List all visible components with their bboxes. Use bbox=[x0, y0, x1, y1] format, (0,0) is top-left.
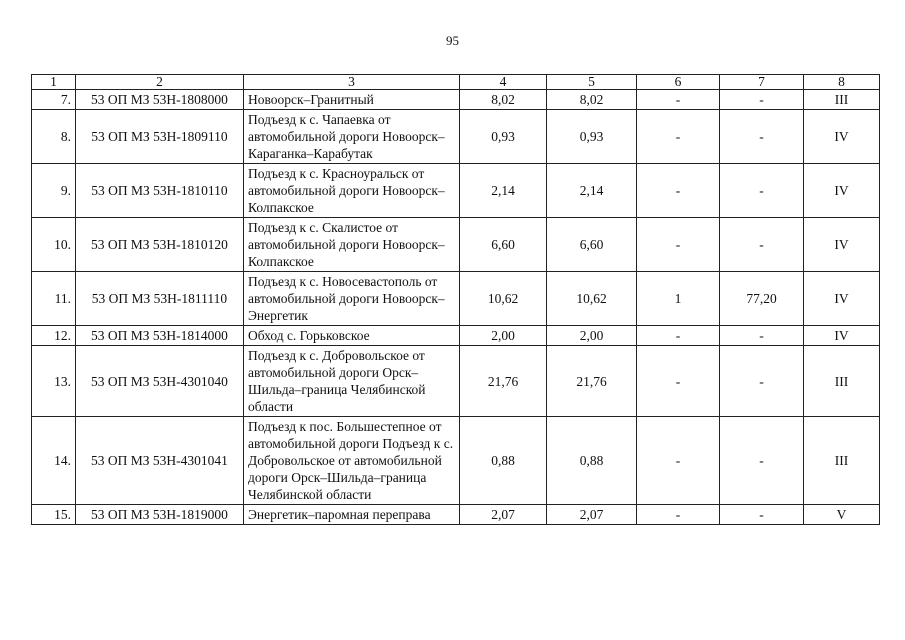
column-header: 1 bbox=[32, 75, 76, 90]
column-header: 3 bbox=[244, 75, 460, 90]
cell-col8: IV bbox=[804, 272, 880, 326]
cell-col6: 1 bbox=[637, 272, 720, 326]
cell-col7: - bbox=[720, 346, 804, 417]
row-number: 14. bbox=[32, 417, 76, 505]
cell-col8: V bbox=[804, 505, 880, 525]
cell-col4: 0,88 bbox=[460, 417, 547, 505]
cell-col7: - bbox=[720, 164, 804, 218]
cell-col5: 2,07 bbox=[547, 505, 637, 525]
cell-col7: - bbox=[720, 326, 804, 346]
road-name: Подъезд к с. Чапаевка от автомобильной дороги Новоорск–Караганка–Карабутак bbox=[244, 110, 460, 164]
row-number: 13. bbox=[32, 346, 76, 417]
cell-col4: 2,07 bbox=[460, 505, 547, 525]
row-number: 15. bbox=[32, 505, 76, 525]
road-name: Подъезд к с. Красноуральск от автомобильной дороги Новоорск–Колпакское bbox=[244, 164, 460, 218]
road-name: Новоорск–Гранитный bbox=[244, 90, 460, 110]
cell-col6: - bbox=[637, 90, 720, 110]
column-header: 7 bbox=[720, 75, 804, 90]
cell-col4: 0,93 bbox=[460, 110, 547, 164]
road-code: 53 ОП МЗ 53Н-1811110 bbox=[76, 272, 244, 326]
table-header-row bbox=[32, 75, 880, 90]
column-header: 2 bbox=[76, 75, 244, 90]
cell-col6: - bbox=[637, 346, 720, 417]
roads-table bbox=[31, 74, 880, 525]
cell-col6: - bbox=[637, 326, 720, 346]
cell-col7: - bbox=[720, 218, 804, 272]
cell-col6: - bbox=[637, 505, 720, 525]
table-row bbox=[32, 164, 880, 218]
cell-col6: - bbox=[637, 417, 720, 505]
table-row bbox=[32, 417, 880, 505]
table-row bbox=[32, 272, 880, 326]
cell-col7: - bbox=[720, 505, 804, 525]
cell-col6: - bbox=[637, 110, 720, 164]
cell-col4: 6,60 bbox=[460, 218, 547, 272]
row-number: 8. bbox=[32, 110, 76, 164]
cell-col4: 8,02 bbox=[460, 90, 547, 110]
cell-col8: IV bbox=[804, 164, 880, 218]
road-code: 53 ОП МЗ 53Н-1810110 bbox=[76, 164, 244, 218]
row-number: 12. bbox=[32, 326, 76, 346]
road-code: 53 ОП МЗ 53Н-4301041 bbox=[76, 417, 244, 505]
table-row bbox=[32, 505, 880, 525]
column-header: 4 bbox=[460, 75, 547, 90]
table-row bbox=[32, 326, 880, 346]
cell-col7: 77,20 bbox=[720, 272, 804, 326]
cell-col8: IV bbox=[804, 110, 880, 164]
road-name: Подъезд к с. Скалистое от автомобильной дороги Новоорск–Колпакское bbox=[244, 218, 460, 272]
road-name: Подъезд к с. Новосевастополь от автомобильной дороги Новоорск–Энергетик bbox=[244, 272, 460, 326]
column-header: 6 bbox=[637, 75, 720, 90]
column-header: 5 bbox=[547, 75, 637, 90]
cell-col5: 2,00 bbox=[547, 326, 637, 346]
cell-col6: - bbox=[637, 218, 720, 272]
road-name: Подъезд к с. Добровольское от автомобильной дороги Орск–Шильда–граница Челябинской области bbox=[244, 346, 460, 417]
road-code: 53 ОП МЗ 53Н-1810120 bbox=[76, 218, 244, 272]
cell-col5: 10,62 bbox=[547, 272, 637, 326]
table-row bbox=[32, 346, 880, 417]
page-number: 95 bbox=[446, 33, 459, 48]
cell-col5: 2,14 bbox=[547, 164, 637, 218]
cell-col8: IV bbox=[804, 218, 880, 272]
road-code: 53 ОП МЗ 53Н-4301040 bbox=[76, 346, 244, 417]
row-number: 10. bbox=[32, 218, 76, 272]
row-number: 7. bbox=[32, 90, 76, 110]
row-number: 11. bbox=[32, 272, 76, 326]
road-name: Подъезд к пос. Большестепное от автомобильной дороги Подъезд к с. Добровольское от автомобильной дороги Орск–Шильда–граница Челябинской области bbox=[244, 417, 460, 505]
table-row bbox=[32, 218, 880, 272]
cell-col5: 8,02 bbox=[547, 90, 637, 110]
column-header: 8 bbox=[804, 75, 880, 90]
cell-col8: III bbox=[804, 90, 880, 110]
cell-col6: - bbox=[637, 164, 720, 218]
cell-col7: - bbox=[720, 417, 804, 505]
road-name: Энергетик–паромная переправа bbox=[244, 505, 460, 525]
cell-col5: 21,76 bbox=[547, 346, 637, 417]
road-code: 53 ОП МЗ 53Н-1814000 bbox=[76, 326, 244, 346]
table-row bbox=[32, 90, 880, 110]
cell-col8: III bbox=[804, 417, 880, 505]
road-code: 53 ОП МЗ 53Н-1808000 bbox=[76, 90, 244, 110]
cell-col4: 21,76 bbox=[460, 346, 547, 417]
cell-col7: - bbox=[720, 90, 804, 110]
cell-col5: 6,60 bbox=[547, 218, 637, 272]
table-row bbox=[32, 110, 880, 164]
cell-col4: 2,14 bbox=[460, 164, 547, 218]
cell-col4: 10,62 bbox=[460, 272, 547, 326]
cell-col5: 0,88 bbox=[547, 417, 637, 505]
road-code: 53 ОП МЗ 53Н-1819000 bbox=[76, 505, 244, 525]
road-code: 53 ОП МЗ 53Н-1809110 bbox=[76, 110, 244, 164]
road-name: Обход с. Горьковское bbox=[244, 326, 460, 346]
cell-col5: 0,93 bbox=[547, 110, 637, 164]
cell-col8: III bbox=[804, 346, 880, 417]
cell-col4: 2,00 bbox=[460, 326, 547, 346]
cell-col7: - bbox=[720, 110, 804, 164]
row-number: 9. bbox=[32, 164, 76, 218]
cell-col8: IV bbox=[804, 326, 880, 346]
